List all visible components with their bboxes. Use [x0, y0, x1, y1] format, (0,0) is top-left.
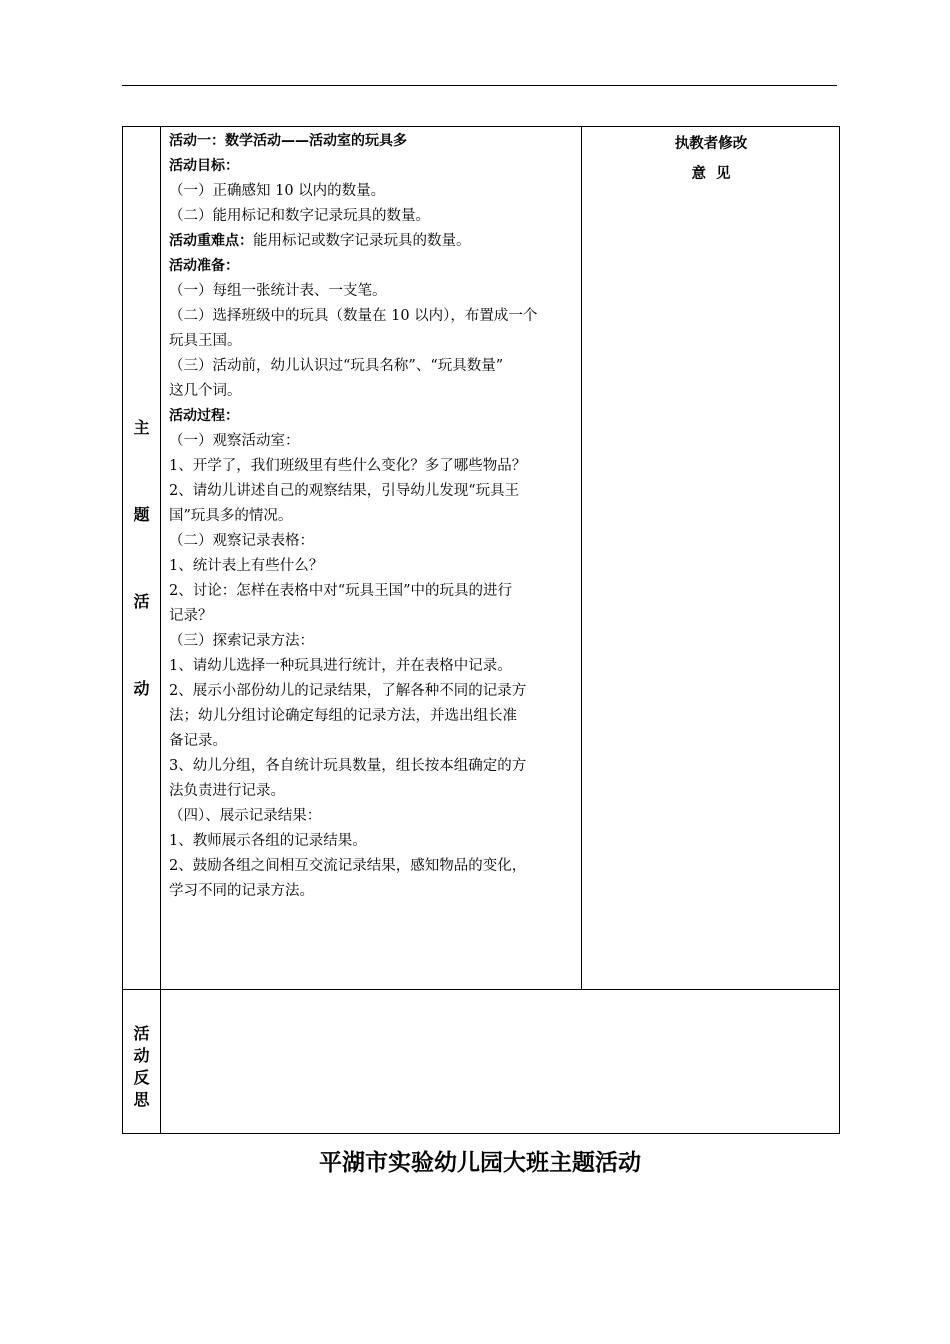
- plan-line: （一）观察活动室：: [169, 433, 300, 449]
- comments-header-line: 意 见: [691, 166, 731, 182]
- plan-line: 2、讨论：怎样在表格中对“玩具王国”中的玩具的进行: [169, 583, 513, 599]
- plan-line: 1、请幼儿选择一种玩具进行统计，并在表格中记录。: [169, 658, 512, 674]
- plan-line: （二）选择班级中的玩具（数量在 10 以内），布置成一个: [169, 308, 538, 324]
- topic-label-char: 动: [133, 679, 150, 698]
- label-column-divider: [160, 127, 161, 1133]
- plan-line: 2、请幼儿讲述自己的观察结果，引导幼儿发现“玩具王: [169, 483, 520, 499]
- plan-line: 国”玩具多的情况。: [169, 508, 293, 524]
- plan-line: 活动准备：: [169, 258, 239, 274]
- plan-line: （二）能用标记和数字记录玩具的数量。: [169, 208, 430, 224]
- plan-line: 3、幼儿分组，各自统计玩具数量，组长按本组确定的方: [169, 758, 527, 774]
- plan-line: 记录？: [169, 608, 213, 624]
- plan-line: （三）探索记录方法：: [169, 633, 314, 649]
- teacher-comments-header: [583, 129, 839, 189]
- activity-plan-text: [169, 129, 579, 904]
- plan-line: 1、开学了，我们班级里有些什么变化？多了哪些物品？: [169, 458, 527, 474]
- plan-line: （一）每组一张统计表、一支笔。: [169, 283, 387, 299]
- next-page-title: 平湖市实验幼儿园大班主题活动: [319, 1150, 641, 1176]
- plan-line: 活动目标：: [169, 158, 239, 174]
- reflection-label: [123, 1023, 160, 1109]
- header-rule: [122, 85, 837, 86]
- plan-line: 这几个词。: [169, 383, 242, 399]
- activity-table: [122, 126, 840, 1134]
- plan-line: 1、教师展示各组的记录结果。: [169, 833, 367, 849]
- plan-line: 备记录。: [169, 733, 227, 749]
- comment-column-divider: [581, 127, 582, 989]
- plan-line: 法；幼儿分组讨论确定每组的记录方法，并选出组长准: [169, 708, 517, 724]
- plan-line: 学习不同的记录方法。: [169, 883, 314, 899]
- reflection-label-char: 活: [133, 1024, 150, 1043]
- reflection-label-char: 思: [133, 1090, 150, 1109]
- plan-line-label: 活动重难点：: [169, 233, 253, 249]
- topic-label-char: 活: [133, 592, 150, 611]
- plan-line: 玩具王国。: [169, 333, 242, 349]
- plan-line: 2、鼓励各组之间相互交流记录结果，感知物品的变化，: [169, 858, 527, 874]
- reflection-row-divider: [123, 989, 839, 990]
- topic-label-char: 题: [133, 505, 150, 524]
- plan-line: 活动过程：: [169, 408, 239, 424]
- reflection-label-char: 动: [133, 1046, 150, 1065]
- plan-line-text: 能用标记或数字记录玩具的数量。: [253, 233, 471, 249]
- topic-label-char: 主: [133, 418, 150, 437]
- plan-line: 法负责进行记录。: [169, 783, 285, 799]
- plan-line: （一）正确感知 10 以内的数量。: [169, 183, 386, 199]
- reflection-label-char: 反: [133, 1068, 150, 1087]
- plan-line: 1、统计表上有些什么？: [169, 558, 324, 574]
- plan-line: 活动一：数学活动——活动室的玩具多: [169, 133, 407, 149]
- plan-line: （二）观察记录表格：: [169, 533, 314, 549]
- comments-header-line: 执教者修改: [674, 136, 748, 152]
- plan-line: （四）、展示记录结果：: [169, 808, 322, 824]
- plan-line: 2、展示小部份幼儿的记录结果，了解各种不同的记录方: [169, 683, 527, 699]
- topic-activity-label: [123, 127, 160, 990]
- plan-line: [169, 229, 579, 254]
- plan-line: （三）活动前，幼儿认识过“玩具名称”、“玩具数量”: [169, 358, 504, 374]
